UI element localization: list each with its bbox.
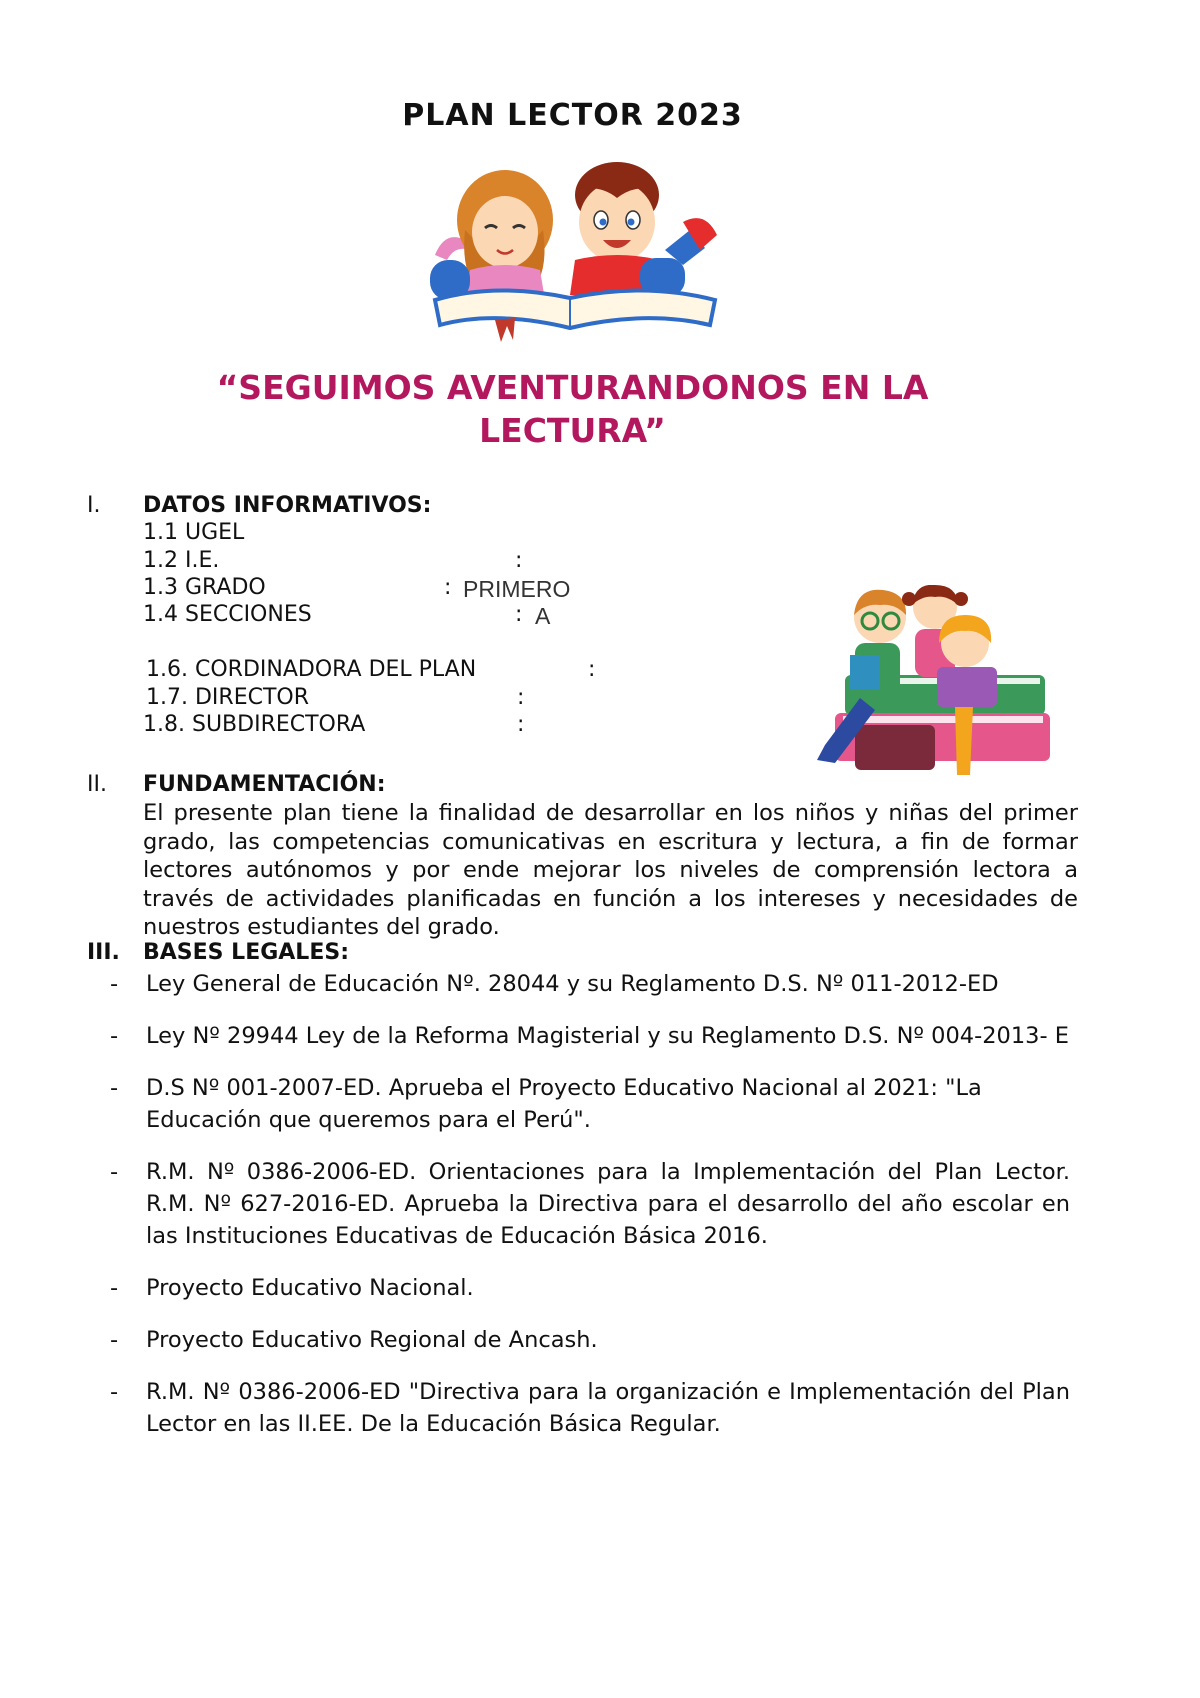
info-label-ie: 1.2 I.E.: [143, 548, 220, 573]
info-value-secciones: A: [535, 603, 551, 629]
list-dash: -: [110, 1275, 119, 1301]
info-value-grado: PRIMERO: [463, 576, 571, 602]
list-item: [110, 968, 1070, 1000]
children-on-books-illustration: [805, 585, 1055, 785]
boy-book-2: [850, 655, 880, 690]
legal-item-text: Ley Nº 29944 Ley de la Reforma Magisterial y su Reglamento D.S. Nº 004-2013- E: [146, 1023, 1069, 1049]
info-label-secciones: 1.4 SECCIONES: [143, 602, 312, 627]
info-label-director: 1.7. DIRECTOR: [146, 685, 309, 710]
list-item: [110, 1376, 1070, 1440]
girl-face: [472, 196, 538, 268]
info-label-subdirectora: 1.8. SUBDIRECTORA: [143, 712, 366, 737]
boy-pupil-right: [628, 219, 635, 226]
list-item: [110, 1020, 1070, 1052]
section1-heading: DATOS INFORMATIVOS:: [143, 493, 432, 518]
section3-heading: BASES LEGALES:: [143, 940, 349, 965]
info-sep-ie: :: [515, 548, 523, 573]
page-title: PLAN LECTOR 2023: [402, 98, 743, 133]
list-dash: -: [110, 1023, 119, 1049]
legal-item-text: Proyecto Educativo Nacional.: [146, 1275, 474, 1301]
boy-pupil-left: [600, 219, 607, 226]
plan-slogan: “SEGUIMOS AVENTURANDONOS EN LA LECTURA”: [216, 368, 929, 450]
list-dash: -: [110, 1327, 119, 1353]
info-label-ugel: 1.1 UGEL: [143, 520, 245, 545]
info-sep-director: :: [517, 685, 525, 710]
book-ribbon: [495, 318, 515, 342]
info-sep-grado: :: [444, 575, 452, 600]
info-sep-subdirectora: :: [517, 712, 525, 737]
girl3-book: [937, 667, 997, 707]
list-dash: -: [110, 1379, 119, 1405]
list-dash: -: [110, 1159, 119, 1185]
legal-item-text: R.M. Nº 0386-2006-ED. Orientaciones para la Implementación del Plan Lector. R.M. Nº 627-2016-ED. Aprueba la Directiva para el desarrollo del año escolar en las Instituciones Educativas de Educación Básica 2016.: [146, 1159, 1070, 1249]
girl3-legs: [955, 707, 973, 775]
list-item: [110, 1324, 1070, 1356]
section2-number: II.: [87, 772, 107, 797]
legal-item-text: Ley General de Educación Nº. 28044 y su Reglamento D.S. Nº 011-2012-ED: [146, 971, 999, 997]
section2-heading: FUNDAMENTACIÓN:: [143, 772, 386, 797]
list-item: [110, 1072, 1070, 1136]
section3-number: III.: [87, 940, 120, 965]
fundamentacion-paragraph: El presente plan tiene la finalidad de desarrollar en los niños y niñas del primer grado, las competencias comunicativas en escritura y lectura, a fin de formar lectores autónomos y por ende mejorar los niveles de comprensión lectora a través de actividades planificadas en función a los intereses y necesidades de nuestros estudiantes del grado.: [143, 800, 1078, 940]
section1-number: I.: [87, 493, 101, 518]
legal-bases-list: [110, 968, 1070, 1460]
info-sep-secciones: :: [515, 602, 523, 627]
girl2-bun-left: [902, 592, 916, 606]
list-item: [110, 1156, 1070, 1252]
open-book: [435, 290, 715, 328]
list-item: [110, 1272, 1070, 1304]
book-pink-pages: [843, 716, 1043, 723]
list-dash: -: [110, 1075, 119, 1101]
info-label-grado: 1.3 GRADO: [143, 575, 266, 600]
girl2-bun-right: [954, 592, 968, 606]
list-dash: -: [110, 971, 119, 997]
kids-reading-illustration: [425, 160, 730, 345]
legal-item-text: D.S Nº 001-2007-ED. Aprueba el Proyecto Educativo Nacional al 2021: "La Educación que queremos para el Perú".: [146, 1075, 982, 1133]
info-sep-coordinadora: :: [588, 657, 596, 682]
info-label-coordinadora: 1.6. CORDINADORA DEL PLAN: [146, 657, 477, 682]
book-dark: [855, 725, 935, 770]
legal-item-text: Proyecto Educativo Regional de Ancash.: [146, 1327, 598, 1353]
legal-item-text: R.M. Nº 0386-2006-ED "Directiva para la organización e Implementación del Plan Lector en las II.EE. De la Educación Básica Regular.: [146, 1379, 1070, 1437]
